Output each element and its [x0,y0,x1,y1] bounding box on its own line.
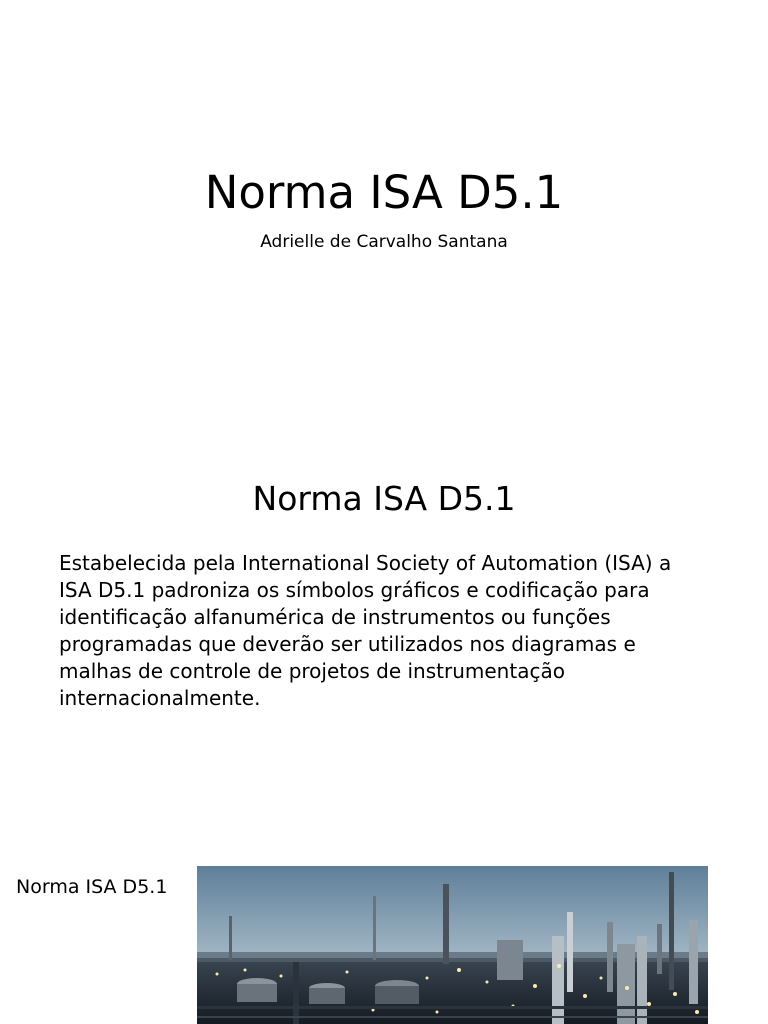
presentation-title: Norma ISA D5.1 [204,166,564,219]
slide-side-title: Norma ISA D5.1 [16,876,168,898]
slide-heading: Norma ISA D5.1 [252,479,516,518]
presentation-author: Adrielle de Carvalho Santana [260,232,508,252]
refinery-illustration [197,866,708,1024]
refinery-photo [197,866,708,1024]
slide-definition [0,384,768,816]
slide-body-text: Estabelecida pela International Society of Automation (ISA) a ISA D5.1 padroniza os símbolos gráficos e codificação para identificação alfanumérica de instrumentos ou funções programadas que deverão ser utilizados nos diagramas e malhas de controle de projetos de instrumentação internacionalmente. [59,551,672,710]
slide-image [0,816,768,1024]
slide-title [0,0,768,384]
